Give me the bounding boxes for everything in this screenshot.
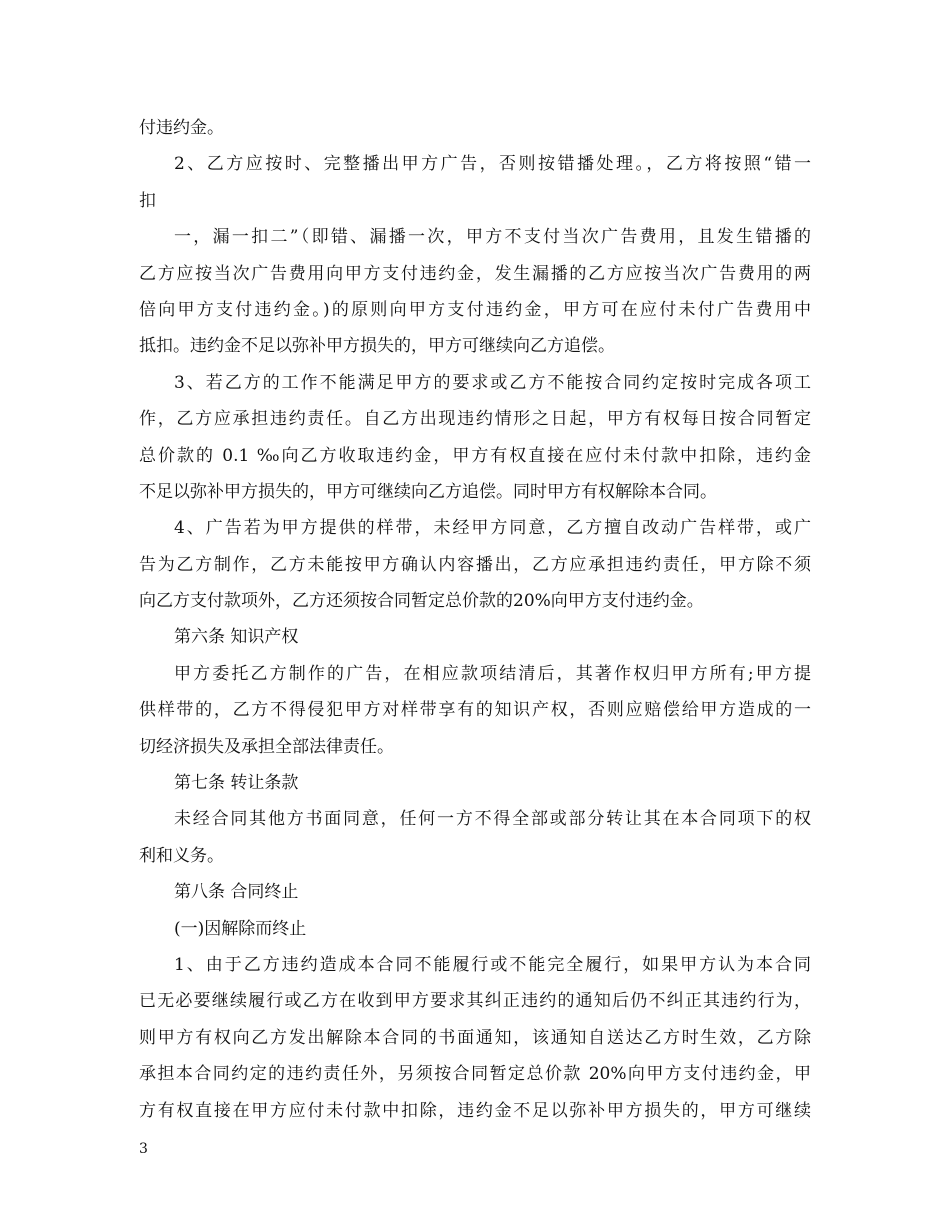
- text-line: 乙方应按当次广告费用向甲方支付违约金，发生漏播的乙方应按当次广告费用的两: [139, 263, 811, 284]
- text-line: 则甲方有权向乙方发出解除本合同的书面通知，该通知自送达乙方时生效，乙方除: [139, 1027, 811, 1048]
- text-line: 1、由于乙方违约造成本合同不能履行或不能完全履行，如果甲方认为本合同: [174, 954, 811, 975]
- text-line: 3、若乙方的工作不能满足甲方的要求或乙方不能按合同约定按时完成各项工: [174, 372, 811, 393]
- text-line: 承担本合同约定的违约责任外，另须按合同暂定总价款 20%向甲方支付违约金，甲: [139, 1064, 811, 1085]
- text-line: (一)因解除而终止: [174, 918, 307, 939]
- text-line: 倍向甲方支付违约金。)的原则向甲方支付违约金，甲方可在应付未付广告费用中: [139, 299, 811, 320]
- text-line: 扣: [139, 190, 156, 211]
- text-line: 甲方委托乙方制作的广告，在相应款项结清后，其著作权归甲方所有;甲方提: [174, 663, 811, 684]
- text-line: 不足以弥补甲方损失的，甲方可继续向乙方追偿。同时甲方有权解除本合同。: [139, 481, 717, 502]
- text-line: 第八条 合同终止: [174, 882, 299, 903]
- text-line: 总价款的 0.1 ‰向乙方收取违约金，甲方有权直接在应付未付款中扣除，违约金: [139, 445, 811, 466]
- text-line: 向乙方支付款项外，乙方还须按合同暂定总价款的20%向甲方支付违约金。: [139, 591, 704, 612]
- text-line: 利和义务。: [139, 845, 224, 866]
- text-line: 供样带的，乙方不得侵犯甲方对样带享有的知识产权，否则应赔偿给甲方造成的一: [139, 700, 811, 721]
- text-line: 4、广告若为甲方提供的样带，未经甲方同意，乙方擅自改动广告样带，或广: [174, 518, 811, 539]
- text-line: 已无必要继续履行或乙方在收到甲方要求其纠正违约的通知后仍不纠正其违约行为，: [139, 991, 811, 1012]
- text-line: 方有权直接在甲方应付未付款中扣除，违约金不足以弥补甲方损失的，甲方可继续: [139, 1100, 811, 1121]
- text-line: 第六条 知识产权: [174, 627, 299, 648]
- document-body: [139, 110, 811, 1129]
- text-line: 告为乙方制作，乙方未能按甲方确认内容播出，乙方应承担违约责任，甲方除不须: [139, 554, 811, 575]
- text-line: 付违约金。: [139, 118, 224, 138]
- text-line: 作，乙方应承担违约责任。自乙方出现违约情形之日起，甲方有权每日按合同暂定: [139, 409, 811, 430]
- text-line: 2、乙方应按时、完整播出甲方广告，否则按错播处理。，乙方将按照“错一: [174, 154, 811, 175]
- text-line: 抵扣。违约金不足以弥补甲方损失的，甲方可继续向乙方追偿。: [139, 336, 615, 357]
- page-number: 3: [139, 1141, 148, 1157]
- text-line: 第七条 转让条款: [174, 773, 299, 794]
- text-line: 未经合同其他方书面同意，任何一方不得全部或部分转让其在本合同项下的权: [174, 809, 811, 830]
- text-line: 一，漏一扣二”（即错、漏播一次，甲方不支付当次广告费用，且发生错播的: [174, 227, 811, 248]
- text-line: 切经济损失及承担全部法律责任。: [139, 736, 394, 757]
